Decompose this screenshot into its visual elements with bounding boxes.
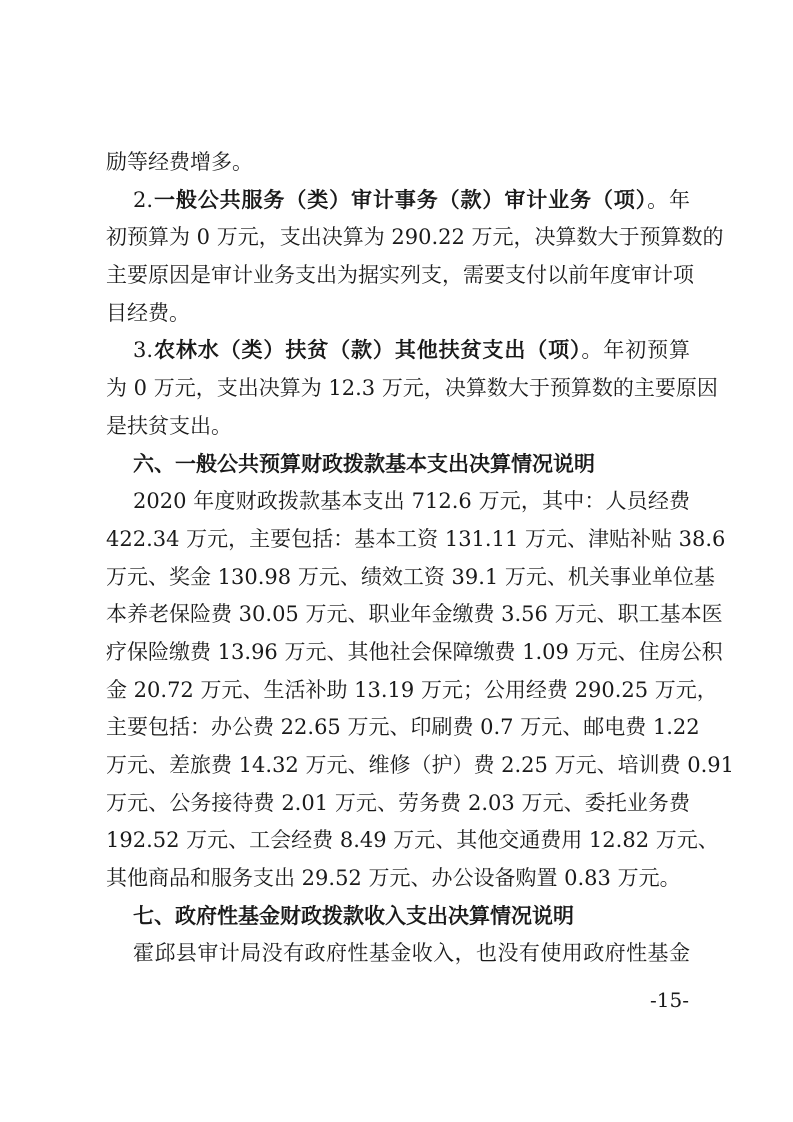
section-7-heading: 七、政府性基金财政拨款收入支出决算情况说明: [133, 903, 574, 928]
text-line: 为 0 万元，支出决算为 12.3 万元，决算数大于预算数的主要原因: [106, 376, 718, 401]
text-line: 万元、差旅费 14.32 万元、维修（护）费 2.25 万元、培训费 0.91: [106, 753, 735, 777]
item-text: 。年: [647, 187, 691, 212]
item-number: 2.: [133, 187, 154, 212]
text-line: 422.34 万元，主要包括：基本工资 131.11 万元、津贴补贴 38.6: [106, 526, 726, 551]
item-2-heading-line: [106, 182, 690, 220]
document-body: [106, 144, 735, 973]
text-line: 本养老保险费 30.05 万元、职业年金缴费 3.56 万元、职工基本医: [106, 602, 723, 627]
text-line: 金 20.72 万元、生活补助 13.19 万元；公用经费 290.25 万元，: [106, 677, 718, 702]
text-line: 霍邱县审计局没有政府性基金收入，也没有使用政府性基金: [133, 941, 690, 966]
text-line: 万元、奖金 130.98 万元、绩效工资 39.1 万元、机关事业单位基: [106, 564, 715, 589]
page-number: -15-: [650, 988, 689, 1012]
text-line: 2020 年度财政拨款基本支出 712.6 万元，其中：人员经费: [133, 489, 690, 514]
text-line: 疗保险缴费 13.96 万元、其他社会保障缴费 1.09 万元、住房公积: [106, 639, 723, 664]
item-text: 。年初预算: [581, 338, 690, 363]
item-3-heading-line: [106, 332, 690, 370]
text-line: 励等经费增多。: [106, 150, 253, 174]
text-line: 万元、公务接待费 2.01 万元、劳务费 2.03 万元、委托业务费: [106, 790, 690, 815]
text-line: 其他商品和服务支出 29.52 万元、办公设备购置 0.83 万元。: [106, 866, 681, 891]
item-title: 一般公共服务（类）审计事务（款）审计业务（项）: [153, 187, 648, 212]
text-line: 目经费。: [106, 300, 190, 325]
text-line: 主要包括：办公费 22.65 万元、印刷费 0.7 万元、邮电费 1.22: [106, 715, 700, 740]
section-6-heading: 六、一般公共预算财政拨款基本支出决算情况说明: [133, 451, 595, 476]
text-line: 192.52 万元、工会经费 8.49 万元、其他交通费用 12.82 万元、: [106, 828, 719, 853]
text-line: 是扶贫支出。: [106, 413, 232, 438]
item-title: 农林水（类）扶贫（款）其他扶贫支出（项）: [153, 338, 582, 363]
text-line: 主要原因是审计业务支出为据实列支，需要支付以前年度审计项: [106, 263, 694, 288]
item-number: 3.: [133, 338, 154, 363]
text-line: 初预算为 0 万元，支出决算为 290.22 万元，决算数大于预算数的: [106, 225, 724, 250]
